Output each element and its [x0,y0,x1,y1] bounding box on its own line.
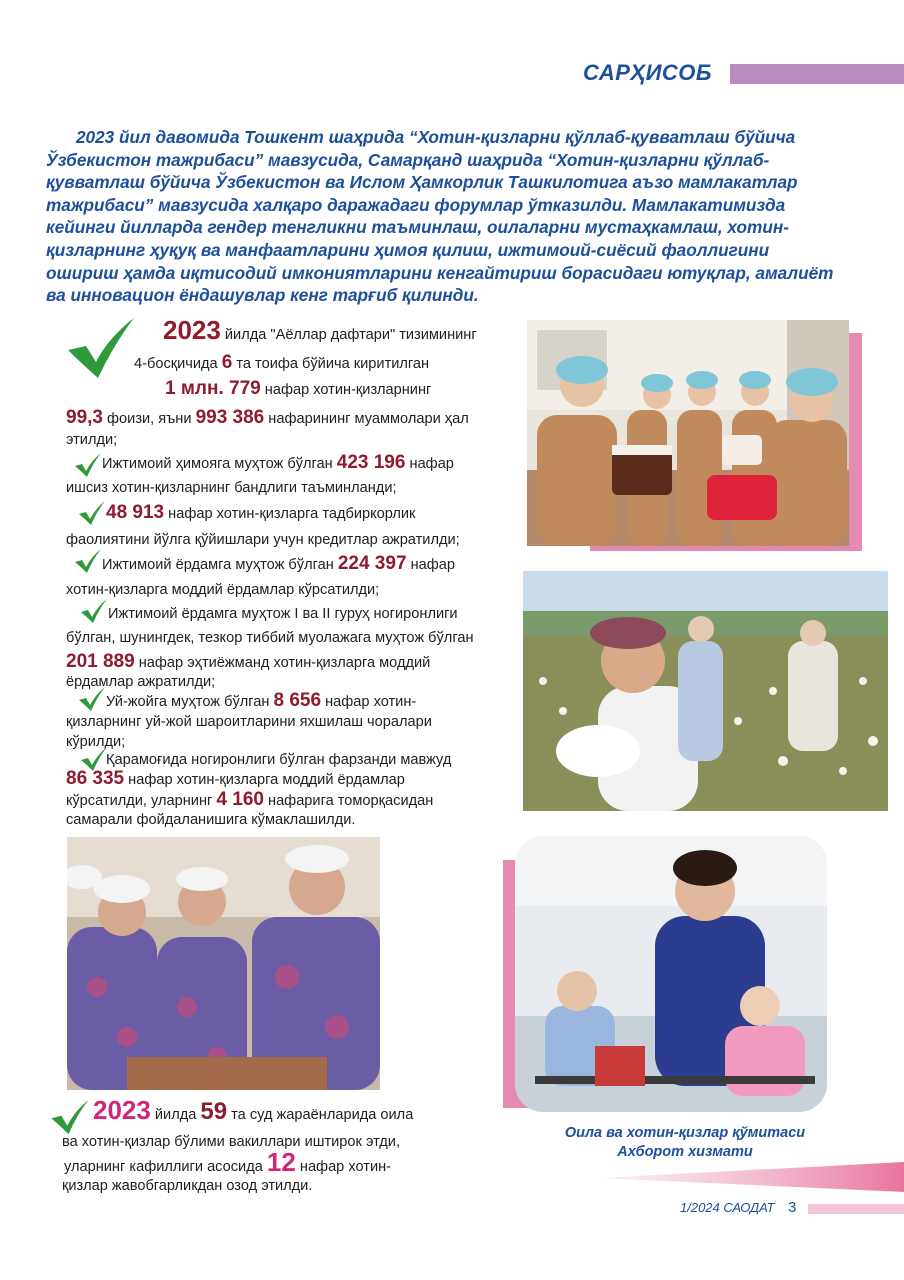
footer-issue: 1/2024 САОДАТ [680,1200,775,1215]
footer-accent-bar [808,1204,904,1214]
stat-1-line-3: 1 млн. 779 нафар хотин-қизларнинг [165,378,432,399]
stat-6-line-1: Уй-жойга муҳтож бўлган 8 656 нафар хотин- [106,690,417,711]
check-mark-icon [64,316,136,380]
check-mark-icon [78,500,106,526]
stat-1-line-2: 4-босқичида 6 та тоифа бўйича киритилган [134,352,430,373]
stat-8-line-1: 2023 йилда 59 та суд жараёнларида оила [93,1095,414,1125]
stat-8-line-2: ва хотин-қизлар бўлими вакиллари иштирок этди, [62,1134,400,1150]
check-mark-icon [74,548,102,574]
photo-caption [520,1124,850,1162]
stat-6-line-3: кўрилди; [66,734,126,750]
stat-2-line-2: ишсиз хотин-қизларнинг бандлиги таъминланди; [66,480,397,496]
stat-7-line-2: 86 335 нафар хотин-қизларга моддий ёрдамлар [66,768,405,789]
stat-6-line-2: қизларнинг уй-жой шароитларини яхшилаш чоралари [66,714,432,730]
stat-5-line-2: бўлган, шунингдек, тезкор тиббий муолажага муҳтож бўлган [66,630,474,646]
stat-2-line-1: Ижтимоий ҳимояга муҳтож бўлган 423 196 нафар [102,452,454,473]
stat-7-line-1: Қарамоғида ногиронлиги бўлган фарзанди мавжуд [106,752,452,768]
stat-1-line-5: этилди; [66,432,118,448]
stat-3-line-2: фаолиятини йўлга қўйишлари учун кредитлар ажратилди; [66,532,460,548]
photo-bakery-women [527,320,849,546]
stat-7-line-4: самарали фойдаланишига кўмаклашилди. [66,812,356,828]
check-mark-icon [50,1098,90,1136]
intro-paragraph: 2023 йил давомида Тошкент шаҳрида “Хотин-қизларни қўллаб-қувватлаш бўйича Ўзбекистон тажрибаси” мавзусида, Самарқанд шаҳрида “Хотин-қизларни қўллаб-қувватлаш бўйича Ўзбекистон ва Ислом Ҳамкорлик Ташкилотига аъзо мамлакатлар тажрибаси” мавзусида халқаро даражадаги форумлар ўтказилди. Мамлакатимизда кейинги йилларда гендер тенгликни таъминлаш, оилаларни мустаҳкамлаш, хотин-қизларнинг ҳуқуқ ва манфаатларини ҳимоя қилиш, ижтимоий-сиёсий фаоллигини ошириш ҳамда иқтисодий имкониятларини кенгайтириш борасидаги ютуқлар, амалиёт ва инновацион ёндашувлар кенг тарғиб қилинди. [46,127,834,306]
stat-4-line-1: Ижтимоий ёрдамга муҳтож бўлган 224 397 нафар [102,553,455,574]
caption-accent-wedge [600,1162,904,1192]
page-number: 3 [788,1199,797,1216]
stat-5-line-3: 201 889 нафар эҳтиёжманд хотин-қизларга моддий [66,651,431,672]
caption-line-2: Ахборот хизмати [617,1144,753,1160]
photo-children-wheelchairs [515,836,827,1112]
section-title: САРҲИСОБ [583,60,712,85]
photo-cotton-field [523,571,888,811]
photo-women-group [67,837,380,1090]
stat-8-line-3: уларнинг кафиллиги асосида 12 нафар хотин- [64,1147,392,1177]
stat-1-line-1: 2023 йилда "Аёллар дафтари" тизимининг [163,315,477,345]
caption-line-1: Оила ва хотин-қизлар қўмитаси [564,1125,806,1141]
stat-4-line-2: хотин-қизларга моддий ёрдамлар кўрсатилди; [66,582,380,598]
stat-7-line-3: кўрсатилди, уларнинг 4 160 нафарига томорқасидан [66,789,434,810]
stat-8-line-4: қизлар жавобгарликдан озод этилди. [62,1178,313,1194]
title-accent-bar [730,64,904,84]
stat-5-line-4: ёрдамлар ажратилди; [66,674,216,690]
stat-1-line-4: 99,3 фоизи, яъни 993 386 нафарининг муаммолари ҳал [66,407,469,428]
check-mark-icon [80,598,108,624]
stat-5-line-1: Ижтимоий ёрдамга муҳтож I ва II гуруҳ ногиронлиги [108,606,458,622]
check-mark-icon [74,452,102,478]
check-mark-icon [78,686,106,712]
stat-3-line-1: 48 913 нафар хотин-қизларга тадбиркорлик [106,502,416,523]
